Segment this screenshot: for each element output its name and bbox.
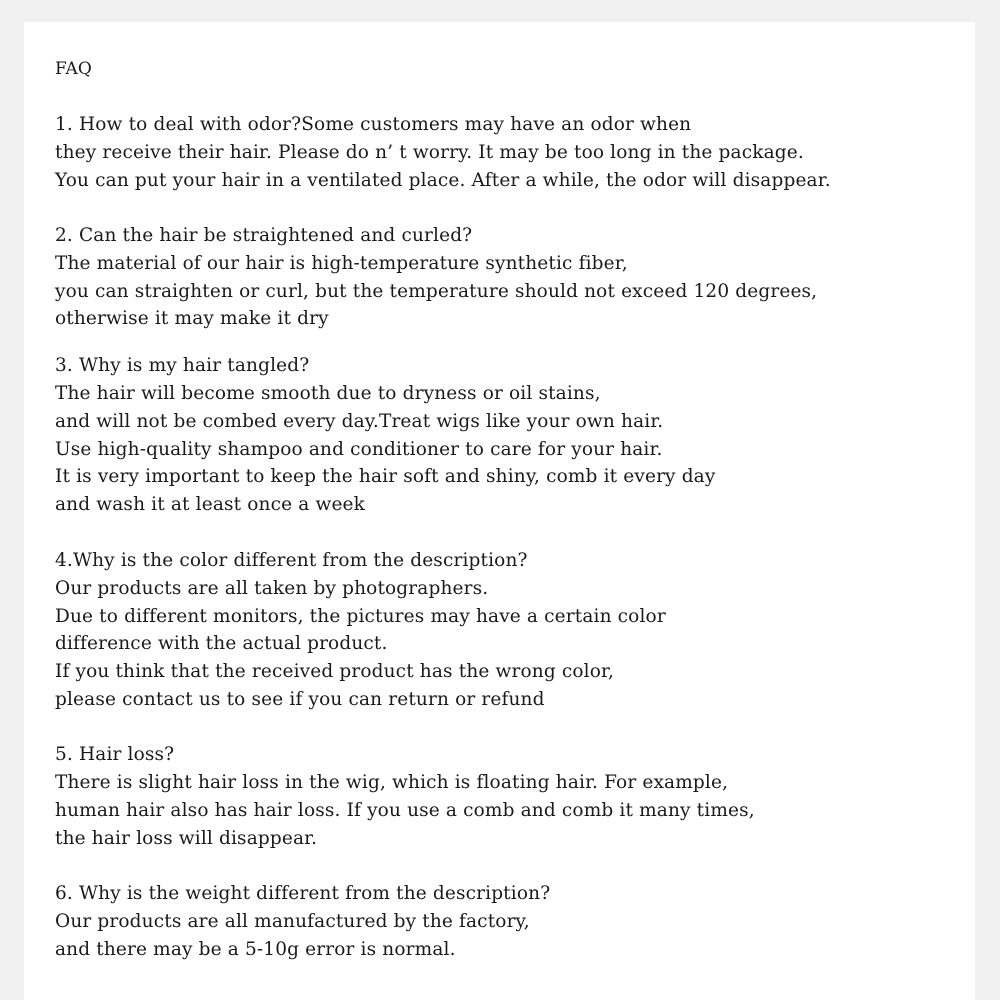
faq-4-answer-line: If you think that the received product has the wrong color, — [55, 661, 615, 682]
faq-title: FAQ — [55, 59, 92, 79]
faq-3-answer-line: and wash it at least once a week — [55, 494, 365, 515]
faq-3-answer-line: It is very important to keep the hair soft and shiny, comb it every day — [55, 466, 716, 487]
faq-1-answer-line: they receive their hair. Please do n’ t worry. It may be too long in the package. — [55, 142, 804, 163]
faq-4-answer-line: Our products are all taken by photographers. — [55, 578, 489, 599]
faq-1-answer-line: You can put your hair in a ventilated place. After a while, the odor will disappear. — [55, 170, 831, 191]
faq-1-question: 1. How to deal with odor?Some customers may have an odor when — [55, 114, 692, 135]
faq-6-question: 6. Why is the weight different from the description? — [55, 883, 551, 904]
faq-4-question: 4.Why is the color different from the description? — [55, 550, 528, 571]
faq-5-answer-line: the hair loss will disappear. — [55, 828, 318, 849]
faq-4-answer-line: difference with the actual product. — [55, 633, 388, 654]
faq-2-question: 2. Can the hair be straightened and curled? — [55, 225, 473, 246]
faq-5-answer-line: There is slight hair loss in the wig, which is floating hair. For example, — [55, 772, 729, 793]
faq-3-answer-line: and will not be combed every day.Treat wigs like your own hair. — [55, 411, 664, 432]
faq-2-answer-line: The material of our hair is high-temperature synthetic fiber, — [55, 253, 628, 274]
faq-6-answer-line: Our products are all manufactured by the factory, — [55, 911, 530, 932]
faq-2-answer-line: otherwise it may make it dry — [55, 308, 329, 329]
faq-5-question: 5. Hair loss? — [55, 744, 175, 765]
faq-4-answer-line: Due to different monitors, the pictures may have a certain color — [55, 606, 666, 627]
faq-5-answer-line: human hair also has hair loss. If you use a comb and comb it many times, — [55, 800, 755, 821]
faq-card — [24, 22, 975, 1000]
faq-3-answer-line: The hair will become smooth due to dryness or oil stains, — [55, 383, 601, 404]
faq-6-answer-line: and there may be a 5-10g error is normal. — [55, 939, 456, 960]
faq-3-answer-line: Use high-quality shampoo and conditioner to care for your hair. — [55, 439, 663, 460]
faq-3-question: 3. Why is my hair tangled? — [55, 355, 310, 376]
faq-2-answer-line: you can straighten or curl, but the temperature should not exceed 120 degrees, — [55, 281, 818, 302]
faq-4-answer-line: please contact us to see if you can return or refund — [55, 689, 545, 710]
